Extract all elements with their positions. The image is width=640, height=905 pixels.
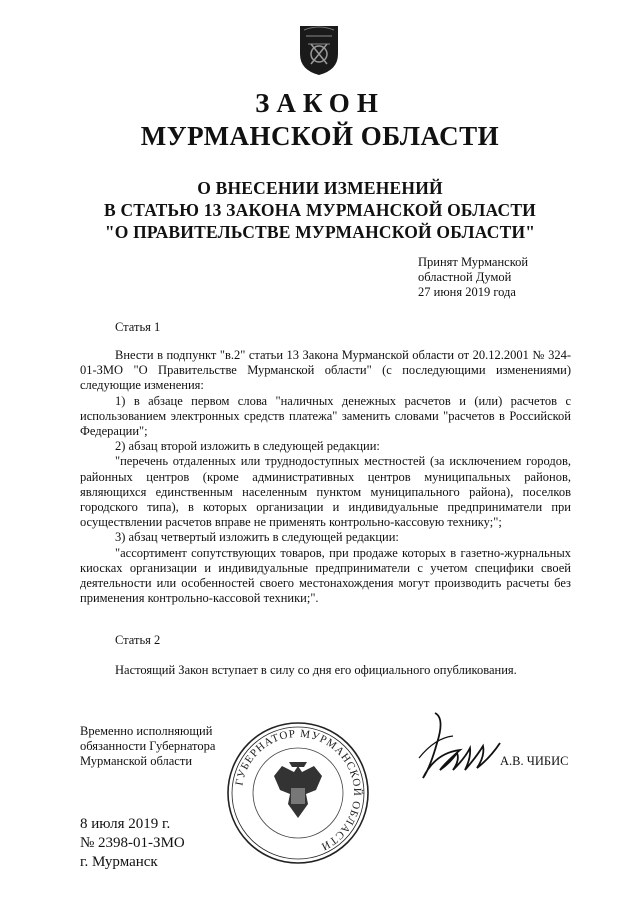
law-region: МУРМАНСКОЙ ОБЛАСТИ: [140, 121, 500, 151]
adoption-note: [418, 255, 528, 300]
signatory-title: [80, 724, 215, 769]
signatory-line-1: Временно исполняющий: [80, 724, 213, 738]
document-footer: [80, 815, 185, 872]
subtitle-line-1: О ВНЕСЕНИИ ИЗМЕНЕНИЙ: [197, 178, 443, 198]
adoption-date: 27 июня 2019 года: [418, 285, 516, 299]
article-1-paragraph: 1) в абзаце первом слова "наличных денежных расчетов и (или) расчетов с использованием электронных средств платежа" заменить словами "расчетов в Российской Федерации";: [80, 393, 571, 439]
subtitle-line-3: "О ПРАВИТЕЛЬСТВЕ МУРМАНСКОЙ ОБЛАСТИ": [104, 222, 536, 242]
signatory-name: А.В. ЧИБИС: [500, 754, 569, 768]
law-title: ЗАКОН: [255, 88, 385, 118]
article-1-body: [80, 348, 571, 606]
signatory-line-3: Мурманской области: [80, 754, 193, 768]
handwritten-signature: [405, 708, 505, 808]
adoption-line-2: областной Думой: [418, 270, 512, 284]
coat-of-arms-icon: [298, 24, 340, 76]
article-2-text: Настоящий Закон вступает в силу со дня его официального опубликования.: [115, 663, 517, 677]
signatory-line-2: обязанности Губернатора: [80, 739, 216, 753]
article-2-heading: Статья 2: [115, 633, 161, 647]
subtitle-line-2: В СТАТЬЮ 13 ЗАКОНА МУРМАНСКОЙ ОБЛАСТИ: [104, 200, 536, 220]
signing-place: г. Мурманск: [80, 854, 158, 870]
adoption-line-1: Принят Мурманской: [418, 255, 529, 269]
signing-date: 8 июля 2019 г.: [80, 816, 171, 832]
article-1-paragraph: 2) абзац второй изложить в следующей редакции:: [115, 439, 380, 454]
article-1-paragraph: 3) абзац четвертый изложить в следующей редакции:: [115, 530, 399, 545]
article-1-paragraph: Внести в подпункт "в.2" статьи 13 Закона Мурманской области от 20.12.2001 № 324-01-ЗМО "О Правительстве Мурманской области" (с последующими изменениями) следующие изменения:: [80, 348, 571, 393]
law-number: № 2398-01-ЗМО: [80, 835, 185, 851]
official-seal: [223, 718, 373, 868]
double-headed-eagle-icon: [274, 762, 322, 818]
article-1-paragraph: "перечень отдаленных или труднодоступных местностей (за исключением городов, районных центров (кроме административных центров муниципальных районов, являющихся единственным населенным пунктом муниципального района), поселков городского типа), в которых организации и индивидуальные предприниматели при осуществлении расчетов вправе не применять контрольно-кассовую технику;";: [80, 454, 571, 530]
article-1-paragraph: "ассортимент сопутствующих товаров, при продаже которых в газетно-журнальных киосках организации и индивидуальные предприниматели с учетом специфики своей деятельности или особенностей своего местонахождения могут производить расчеты без применения контрольно-кассовой техники;".: [80, 545, 571, 606]
seal-ring-text: ГУБЕРНАТОР МУРМАНСКОЙ ОБЛАСТИ: [233, 727, 364, 853]
article-1-heading: Статья 1: [115, 320, 161, 334]
